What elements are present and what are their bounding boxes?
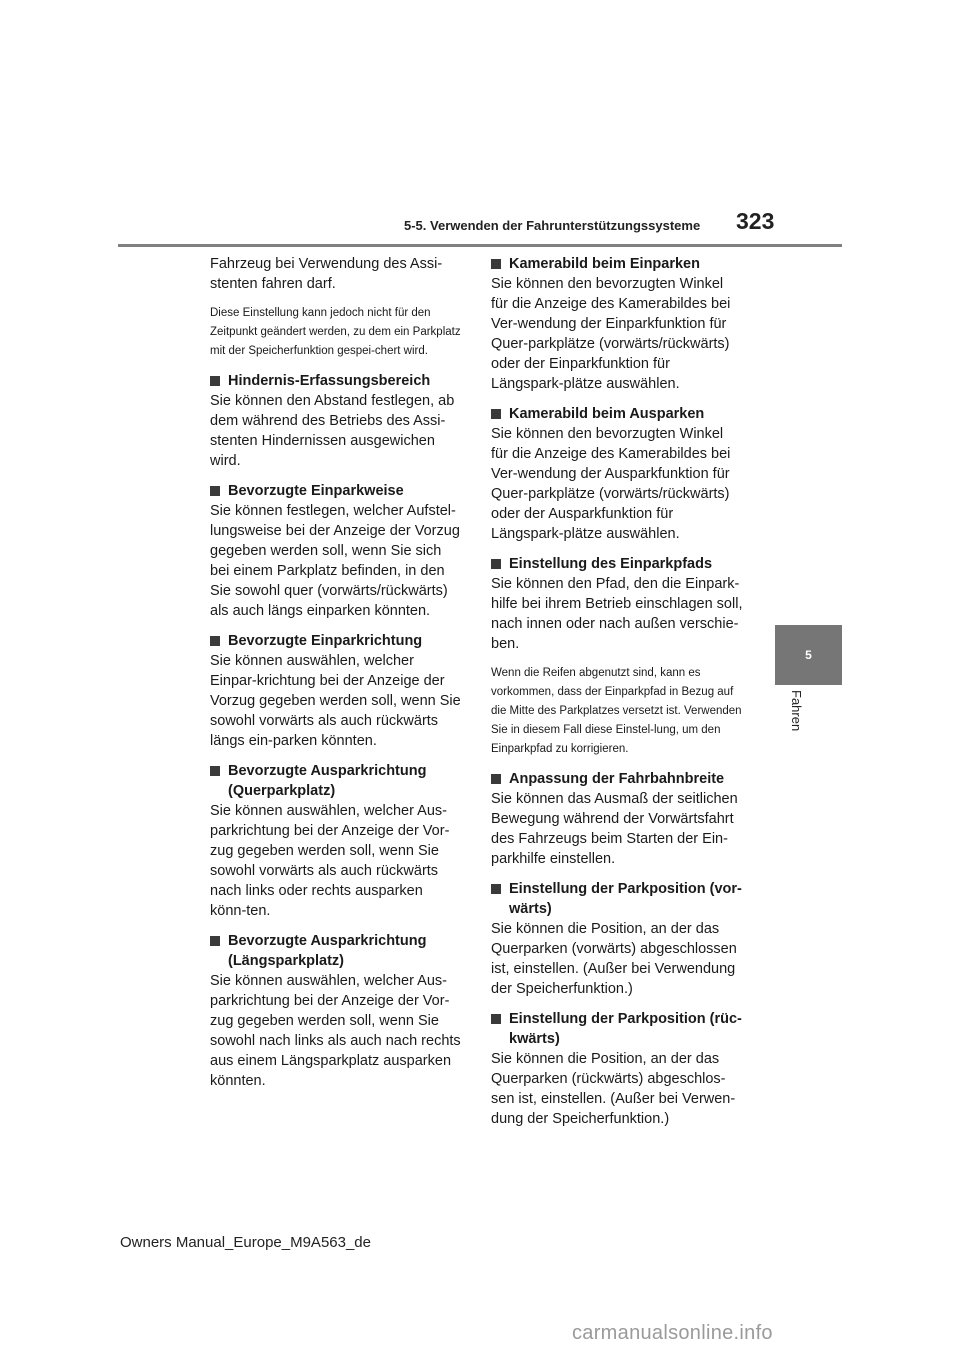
section-text: Sie können den Abstand festlegen, ab dem während des Betriebs des Assi-stenten Hindernissen ausgewichen wird. xyxy=(210,393,455,469)
section-einparkweise xyxy=(210,481,462,621)
section-text: Sie können den Pfad, den die Einpark-hilfe bei ihrem Betrieb einschlagen soll, nach innen oder nach außen verschie-ben. xyxy=(491,576,743,652)
square-bullet-icon xyxy=(491,1014,501,1024)
square-bullet-icon xyxy=(210,766,220,776)
section-ausparkrichtung-quer xyxy=(210,761,462,921)
section-text: Sie können auswählen, welcher Aus-parkrichtung bei der Anzeige der Vor-zug gegeben werden soll, wenn Sie sowohl nach links als auch nach rechts aus einem Längsparkplatz ausparken könnten. xyxy=(210,973,461,1089)
section-title: 5-5. Verwenden der Fahrunterstützungssysteme xyxy=(404,218,701,233)
section-heading: Einstellung des Einparkpfads xyxy=(509,556,713,572)
section-heading: Kamerabild beim Ausparken xyxy=(509,406,705,422)
section-text: Sie können den bevorzugten Winkel für die Anzeige des Kamerabildes bei Ver-wendung der Einparkfunktion für Quer-parkplätze (vorwärts/rückwärts) oder der Einparkfunktion für Längspark-plätze auswählen. xyxy=(491,276,731,392)
section-heading: Bevorzugte Einparkrichtung xyxy=(228,633,423,649)
footer-text: Owners Manual_Europe_M9A563_de xyxy=(120,1234,371,1251)
section-hindernis xyxy=(210,371,462,471)
section-text: Sie können auswählen, welcher Einpar-krichtung bei der Anzeige der Vorzug gegeben werden soll, wenn Sie sowohl vorwärts als auch rückwärts längs ein-parken könnten. xyxy=(210,653,461,749)
section-heading: Anpassung der Fahrbahnbreite xyxy=(509,771,725,787)
section-fahrbahnbreite xyxy=(491,769,743,869)
square-bullet-icon xyxy=(210,376,220,386)
page-number: 323 xyxy=(736,208,775,234)
section-text: Sie können festlegen, welcher Aufstel-lungsweise bei der Anzeige der Vorzug gegeben werden soll, wenn Sie sich bei einem Parkplatz befinden, in den Sie sowohl quer (vorwärts/rückwärts) als auch längs einparken könnten. xyxy=(210,503,460,619)
right-column xyxy=(491,254,743,1139)
section-text: Sie können die Position, an der das Querparken (rückwärts) abgeschlos-sen ist, einstellen. (Außer bei Verwen-dung der Speicherfunktion.) xyxy=(491,1051,736,1127)
section-ausparkrichtung-laengs xyxy=(210,931,462,1091)
section-note: Wenn die Reifen abgenutzt sind, kann es vorkommen, dass der Einparkpfad in Bezug auf die Mitte des Parkplatzes versetzt ist. Verwenden Sie in diesem Fall diese Einstel-lung, um den Einparkpfad zu korrigieren. xyxy=(491,667,742,755)
square-bullet-icon xyxy=(491,774,501,784)
square-bullet-icon xyxy=(491,884,501,894)
square-bullet-icon xyxy=(210,936,220,946)
section-text: Sie können den bevorzugten Winkel für die Anzeige des Kamerabildes bei Ver-wendung der Ausparkfunktion für Quer-parkplätze (vorwärts/rückwärts) oder der Ausparkfunktion für Längspark-plätze auswählen. xyxy=(491,426,731,542)
header-rule xyxy=(118,244,842,247)
section-parkposition-rueckwaerts xyxy=(491,1009,743,1129)
section-text: Sie können auswählen, welcher Aus-parkrichtung bei der Anzeige der Vor-zug gegeben werden soll, wenn Sie sowohl vorwärts als auch rückwärts nach links oder rechts ausparken könn-ten. xyxy=(210,803,450,919)
square-bullet-icon xyxy=(491,259,501,269)
square-bullet-icon xyxy=(491,559,501,569)
section-kamera-einparken xyxy=(491,254,743,394)
section-text: Sie können die Position, an der das Querparken (vorwärts) abgeschlossen ist, einstellen. (Außer bei Verwendung der Speicherfunktion.) xyxy=(491,921,737,997)
section-heading: Einstellung der Parkposition (rüc-kwärts) xyxy=(509,1011,742,1047)
square-bullet-icon xyxy=(491,409,501,419)
section-kamera-ausparken xyxy=(491,404,743,544)
chapter-tab xyxy=(775,625,842,685)
intro-text: Fahrzeug bei Verwendung des Assi-stenten fahren darf. xyxy=(210,256,443,292)
watermark: carmanualsonline.info xyxy=(572,1322,773,1344)
section-parkposition-vorwaerts xyxy=(491,879,743,999)
square-bullet-icon xyxy=(210,486,220,496)
chapter-number: 5 xyxy=(805,648,812,662)
section-text: Sie können das Ausmaß der seitlichen Bewegung während der Vorwärtsfahrt des Fahrzeugs beim Starten der Ein-parkhilfe einstellen. xyxy=(491,791,738,867)
section-heading: Einstellung der Parkposition (vor-wärts) xyxy=(509,881,742,917)
chapter-label: Fahren xyxy=(789,690,804,732)
section-einparkpfad xyxy=(491,554,743,759)
section-heading: Bevorzugte Einparkweise xyxy=(228,483,404,499)
section-heading: Hindernis-Erfassungsbereich xyxy=(228,373,431,389)
intro-note: Diese Einstellung kann jedoch nicht für den Zeitpunkt geändert werden, zu dem ein Parkplatz mit der Speicherfunktion gespei-chert wird. xyxy=(210,307,461,357)
section-einparkrichtung xyxy=(210,631,462,751)
section-heading: Bevorzugte Ausparkrichtung (Längsparkplatz) xyxy=(228,933,427,969)
left-column xyxy=(210,254,462,1101)
section-heading: Kamerabild beim Einparken xyxy=(509,256,700,272)
section-heading: Bevorzugte Ausparkrichtung (Querparkplatz) xyxy=(228,763,427,799)
square-bullet-icon xyxy=(210,636,220,646)
